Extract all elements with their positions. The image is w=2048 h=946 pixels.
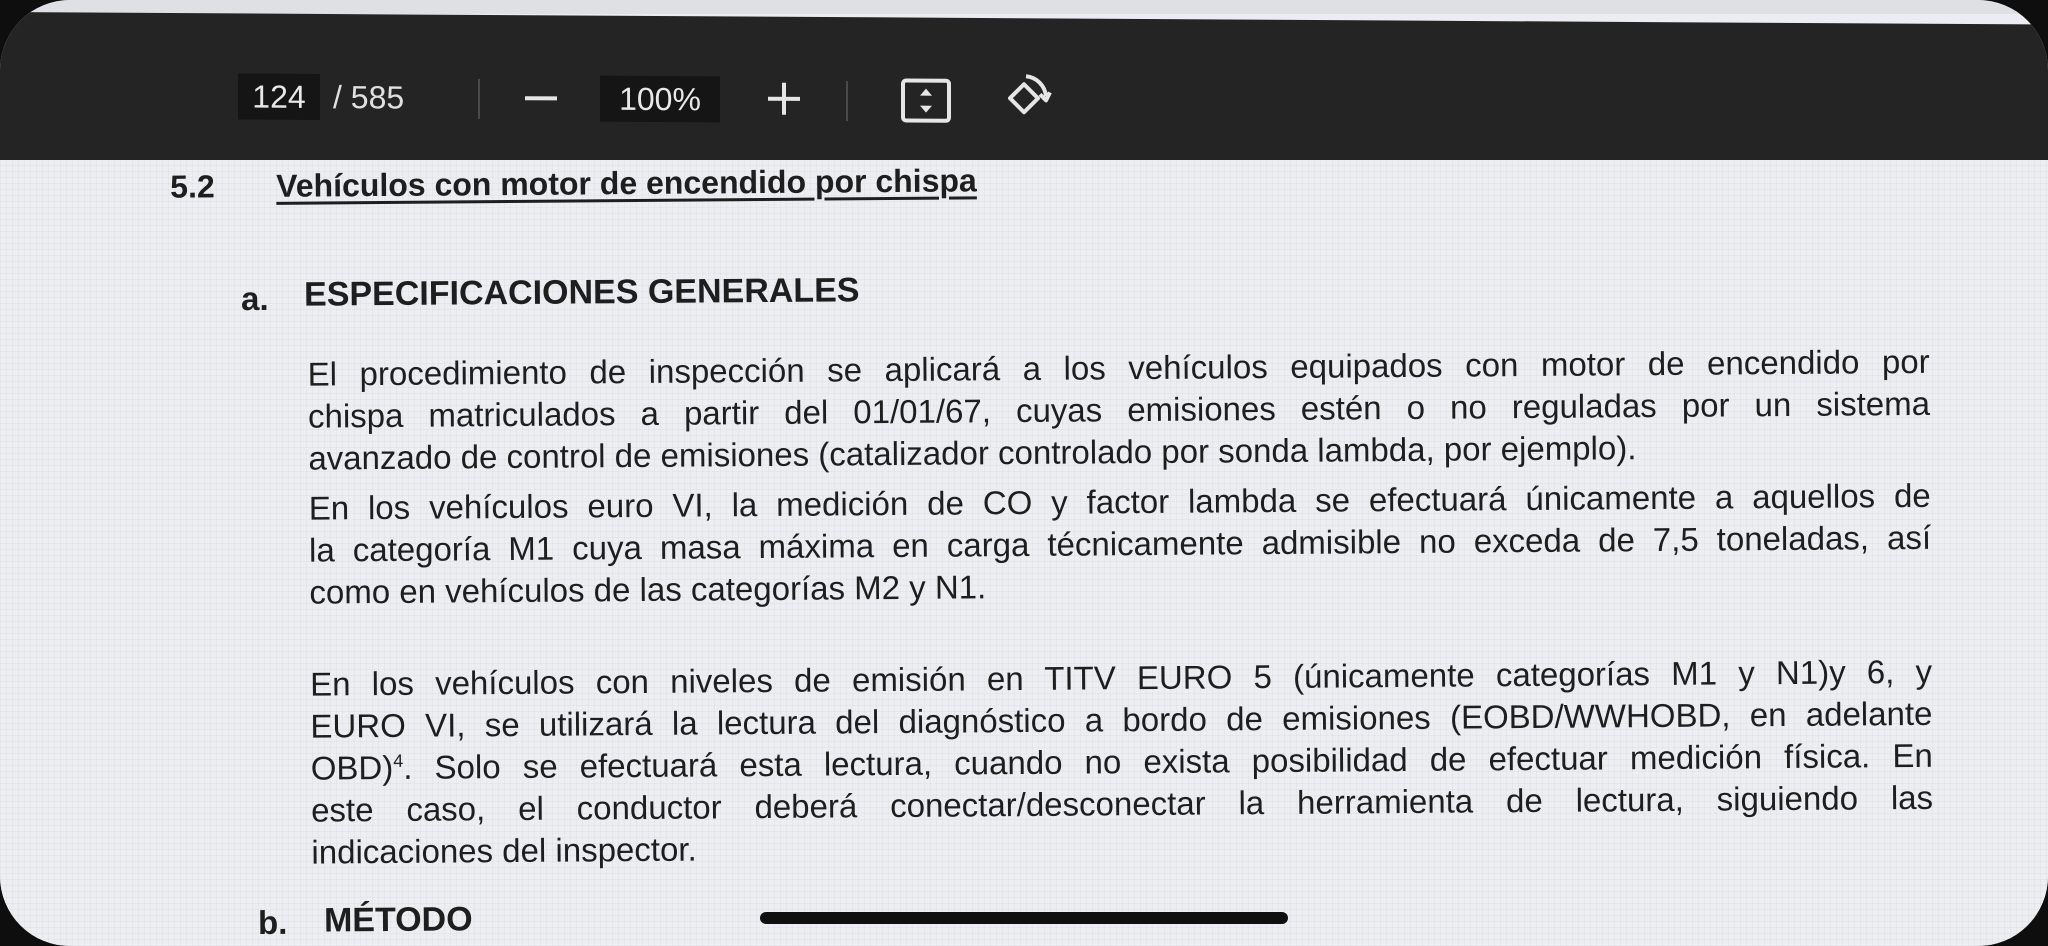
section-number: 5.2: [170, 168, 215, 205]
rotate-icon: [996, 70, 1052, 126]
window-top-edge: [0, 0, 2048, 14]
paragraph-line: chispa matriculados a partir del 01/01/67, cuyas emisiones estén o no reguladas por un sistema: [307, 384, 1931, 435]
paragraph-line: este caso, el conductor deberá conectar/desconectar la herramienta de lectura, siguiendo las: [310, 778, 1934, 829]
page-total: / 585: [333, 79, 405, 116]
subsection-a-title: ESPECIFICACIONES GENERALES: [303, 271, 860, 314]
zoom-in-button[interactable]: [764, 75, 804, 123]
fit-page-button[interactable]: [898, 75, 954, 125]
subsection-a-letter: a.: [240, 279, 269, 318]
subsection-b-title: MÉTODO: [323, 900, 473, 940]
fit-page-icon: [898, 75, 954, 125]
paragraph-line: avanzado de control de emisiones (catalizador controlado por sonda lambda, por ejemplo).: [308, 429, 1637, 477]
paragraph-1: [308, 341, 1931, 480]
paragraph-line: indicaciones del inspector.: [311, 830, 697, 871]
paragraph-line: la categoría M1 cuya masa máxima en carga técnicamente admisible no exceda de 7,5 toneladas, así: [308, 518, 1932, 569]
page-number-input[interactable]: 124: [238, 73, 320, 120]
paragraph-line: EURO VI, se utilizará la lectura del diagnóstico a bordo de emisiones (EOBD/WWHOBD, en adelante: [310, 694, 1933, 745]
footnote-marker[interactable]: 4: [393, 750, 404, 771]
section-title: Vehículos con motor de encendido por chispa: [276, 162, 977, 204]
minus-icon: [525, 96, 557, 100]
document-page: [0, 160, 2048, 946]
paragraph-line: En los vehículos euro VI, la medición de CO y factor lambda se efectuará únicamente a aquellos de: [308, 476, 1931, 527]
paragraph-2: [309, 475, 1932, 614]
obd-text: OBD): [310, 748, 394, 787]
paragraph-line: En los vehículos con niveles de emisión en TITV EURO 5 (únicamente categorías M1 y N1)y 6, y: [309, 652, 1933, 703]
zoom-out-button[interactable]: [520, 75, 562, 121]
subsection-b-letter: b.: [257, 903, 288, 941]
home-indicator: [760, 912, 1288, 924]
paragraph-3: [310, 651, 1934, 874]
rotate-button[interactable]: [996, 70, 1052, 126]
paragraph-line: El procedimiento de inspección se aplicará a los vehículos equipados con motor de encendido por: [307, 342, 1930, 393]
paragraph-line: como en vehículos de las categorías M2 y N1.: [309, 568, 987, 611]
zoom-level-input[interactable]: 100%: [600, 76, 720, 123]
toolbar-divider: [478, 79, 480, 119]
paragraph-line-rest: . Solo se efectuará esta lectura, cuando no exista posibilidad de efectuar medición física. En: [403, 736, 1933, 786]
toolbar-divider: [846, 81, 848, 121]
